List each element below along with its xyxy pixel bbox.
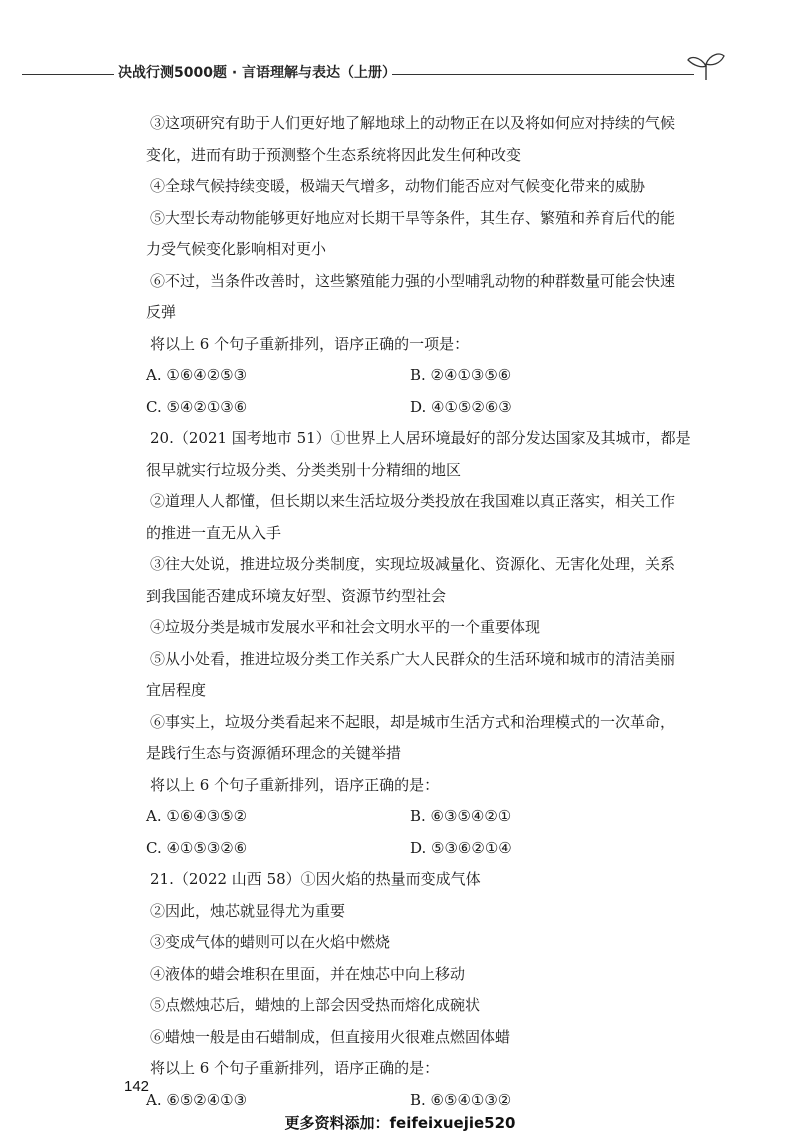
- sentence-6-cont: 反弹: [146, 303, 177, 321]
- question-20-sentence-2-cont: 的推进一直无从入手: [146, 523, 282, 542]
- option-b: B. ⑥③⑤④②①: [410, 807, 512, 825]
- question-20-sentence-3-cont: 到我国能否建成环境友好型、资源节约型社会: [146, 586, 447, 605]
- question-20-sentence-3: ③往大处说，推进垃圾分类制度，实现垃圾减量化、资源化、无害化处理，关系: [150, 555, 676, 573]
- option-a: A. ⑥⑤②④①③: [146, 1090, 248, 1109]
- question-20-sentence-1-cont: 很早就实行垃圾分类、分类类别十分精细的地区: [146, 460, 462, 479]
- sentence-4: ④全球气候持续变暖，极端天气增多，动物们能否应对气候变化带来的威胁: [150, 177, 646, 195]
- sentence-6: ⑥不过，当条件改善时，这些繁殖能力强的小型哺乳动物的种群数量可能会快速: [150, 271, 676, 290]
- question-body: [146, 108, 691, 1116]
- options-row: [146, 392, 666, 424]
- header-rule-right: [392, 74, 694, 75]
- option-a: A. ①⑥④②⑤③: [146, 366, 248, 384]
- options-row: [146, 801, 666, 833]
- page-number: 142: [124, 1078, 150, 1095]
- question-20-sentence-1: 20.（2021 国考地市 51）①世界上人居环境最好的部分发达国家及其城市，都是: [150, 429, 691, 447]
- sentence-3-cont: 变化，进而有助于预测整个生态系统将因此发生何种改变: [146, 145, 522, 164]
- sprout-icon: [686, 50, 726, 84]
- option-b: B. ②④①③⑤⑥: [410, 366, 512, 384]
- question-20-sentence-5-cont: 宜居程度: [146, 681, 207, 699]
- question-20-sentence-2: ②道理人人都懂，但长期以来生活垃圾分类投放在我国难以真正落实，相关工作: [150, 492, 676, 510]
- option-a: A. ①⑥④③⑤②: [146, 807, 248, 825]
- question-prompt: 将以上 6 个句子重新排列，语序正确的一项是：: [150, 334, 470, 353]
- question-21-sentence-2: ②因此，烛芯就显得尤为重要: [150, 901, 346, 920]
- question-21-sentence-4: ④液体的蜡会堆积在里面，并在烛芯中向上移动: [150, 964, 466, 983]
- running-header: [0, 56, 800, 96]
- question-20-sentence-6-cont: 是践行生态与资源循环理念的关键举措: [146, 744, 402, 762]
- option-d: D. ④①⑤②⑥③: [410, 397, 512, 416]
- options-row: [146, 833, 666, 865]
- question-20-sentence-6: ⑥事实上，垃圾分类看起来不起眼，却是城市生活方式和治理模式的一次革命，: [150, 712, 676, 731]
- option-d: D. ⑤③⑥②①④: [410, 838, 512, 857]
- question-20-prompt: 将以上 6 个句子重新排列，语序正确的是：: [150, 775, 440, 794]
- sentence-3: ③这项研究有助于人们更好地了解地球上的动物正在以及将如何应对持续的气候: [150, 114, 676, 132]
- option-c: C. ④①⑤③②⑥: [146, 838, 248, 857]
- question-21-prompt: 将以上 6 个句子重新排列，语序正确的是：: [150, 1059, 440, 1077]
- question-20-sentence-5: ⑤从小处看，推进垃圾分类工作关系广大人民群众的生活环境和城市的清洁美丽: [150, 649, 676, 668]
- book-title: 决战行测5000题 · 言语理解与表达（上册）: [118, 65, 397, 81]
- sentence-5: ⑤大型长寿动物能够更好地应对长期干旱等条件，其生存、繁殖和养育后代的能: [150, 208, 676, 227]
- question-21-sentence-3: ③变成气体的蜡则可以在火焰中燃烧: [150, 933, 391, 951]
- options-row: [146, 360, 666, 392]
- option-b: B. ⑥⑤④①③②: [410, 1090, 512, 1109]
- sentence-5-cont: 力受气候变化影响相对更小: [146, 240, 327, 258]
- question-20-sentence-4: ④垃圾分类是城市发展水平和社会文明水平的一个重要体现: [150, 618, 541, 636]
- question-21-sentence-6: ⑥蜡烛一般是由石蜡制成，但直接用火很难点燃固体蜡: [150, 1027, 511, 1046]
- question-21-sentence-5: ⑤点燃烛芯后，蜡烛的上部会因受热而熔化成碗状: [150, 996, 481, 1014]
- header-rule-left: [22, 74, 114, 75]
- question-21-sentence-1: 21.（2022 山西 58）①因火焰的热量而变成气体: [150, 870, 481, 888]
- footer-note: 更多资料添加：feifeixuejie520: [284, 1114, 516, 1132]
- option-c: C. ⑤④②①③⑥: [146, 397, 248, 416]
